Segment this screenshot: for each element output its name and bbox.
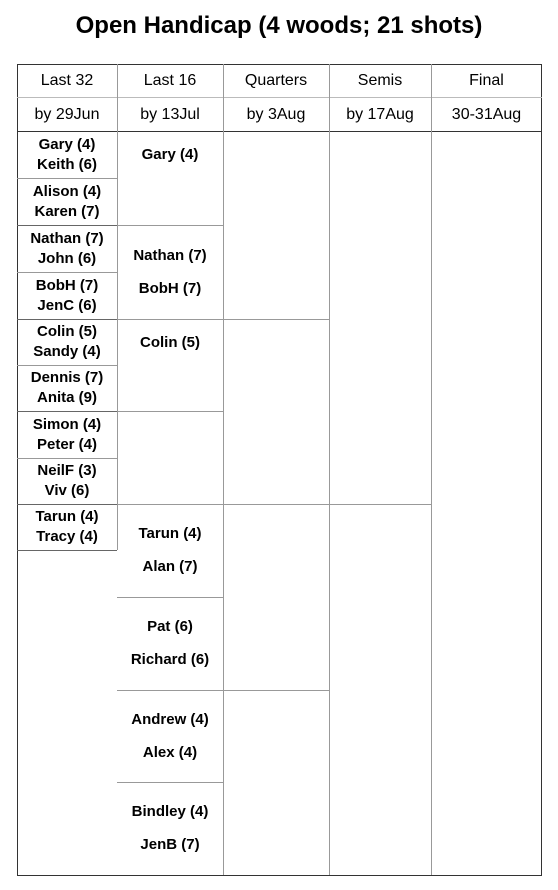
header-divider [431, 64, 432, 132]
last16-match-empty [117, 411, 223, 504]
match-separator [117, 319, 223, 320]
round-name-last32: Last 32 [40, 71, 94, 89]
player-entry: Andrew (4) [131, 710, 209, 728]
player-entry: Colin (5) [37, 323, 97, 340]
player-entry: Gary (4) [141, 146, 199, 163]
deadline-last32: by 29Jun [34, 105, 100, 123]
player-entry: Karen (7) [34, 202, 100, 220]
round-names-row [17, 64, 542, 98]
last32-match [17, 319, 117, 365]
player-entry: Tracy (4) [36, 528, 98, 545]
player-entry: NeilF (3) [37, 462, 97, 479]
player-entry: Dennis (7) [30, 369, 104, 386]
round-name-last16: Last 16 [143, 71, 197, 89]
player-entry: John (6) [37, 249, 97, 267]
round-name-semis: Semis [357, 71, 403, 89]
player-entry: Colin (5) [140, 334, 200, 351]
player-entry: Alex (4) [142, 743, 198, 761]
player-entry: Alan (7) [142, 558, 198, 575]
player-entry: Keith (6) [37, 156, 97, 173]
match-separator [329, 504, 431, 505]
player-entry: Alison (4) [32, 182, 102, 200]
player-entry: Nathan (7) [30, 229, 104, 247]
last32-match [17, 411, 117, 458]
last32-match [17, 458, 117, 504]
header-divider [117, 64, 118, 132]
player-entry: Peter (4) [36, 435, 98, 453]
player-entry: Simon (4) [32, 415, 102, 433]
player-entry: Nathan (7) [133, 246, 207, 264]
header-divider [329, 64, 330, 132]
last16-match [117, 597, 223, 690]
player-entry: Tarun (4) [35, 508, 99, 525]
match-separator [17, 550, 117, 551]
page-title: Open Handicap (4 woods; 21 shots) [75, 12, 483, 39]
player-entry: Richard (6) [130, 651, 210, 668]
player-entry: Pat (6) [147, 618, 193, 635]
match-separator [223, 504, 329, 505]
last32-match [17, 504, 117, 550]
last16-match [117, 504, 223, 597]
last32-match [17, 225, 117, 272]
semis-column-divider [431, 132, 432, 875]
last16-match [117, 225, 223, 319]
player-entry: BobH (7) [35, 276, 99, 294]
player-entry: Viv (6) [44, 482, 90, 499]
player-entry: JenC (6) [37, 296, 97, 314]
player-entry: Gary (4) [38, 136, 96, 153]
player-entry: BobH (7) [138, 279, 202, 297]
player-entry: Bindley (4) [131, 803, 209, 820]
deadline-quarters: by 3Aug [246, 105, 306, 123]
player-entry: Anita (9) [37, 389, 97, 406]
match-separator [223, 690, 329, 691]
last32-match [17, 178, 117, 225]
last32-match [17, 132, 117, 178]
deadline-semis: by 17Aug [346, 105, 414, 123]
deadlines-row [17, 98, 542, 132]
player-entry: Tarun (4) [138, 525, 202, 542]
player-entry: Sandy (4) [33, 343, 101, 360]
last32-match [17, 272, 117, 319]
last16-match [117, 690, 223, 782]
round-name-quarters: Quarters [244, 71, 308, 89]
last16-match [117, 134, 223, 176]
match-separator [223, 319, 329, 320]
deadline-last16: by 13Jul [140, 105, 200, 123]
round-name-final: Final [469, 71, 504, 89]
last16-match [117, 782, 223, 875]
last32-match [17, 365, 117, 411]
last16-match [117, 322, 223, 364]
player-entry: JenB (7) [140, 836, 200, 853]
header-divider [223, 64, 224, 132]
deadline-final: 30-31Aug [451, 105, 522, 123]
